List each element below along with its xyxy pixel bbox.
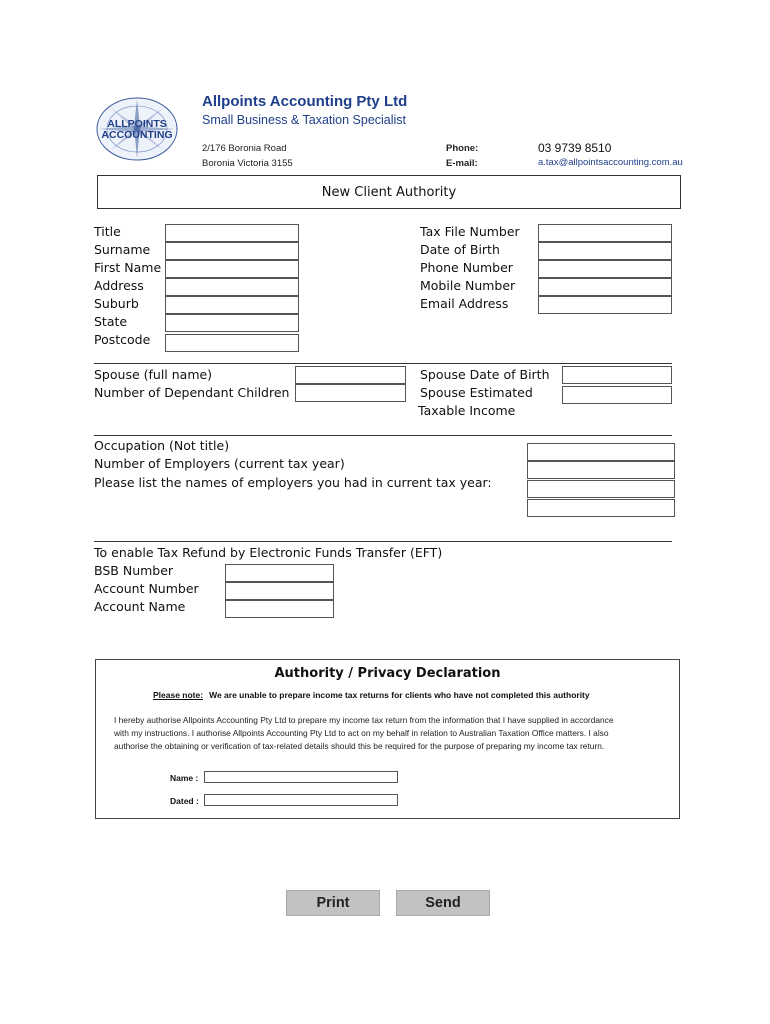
send-button[interactable]: Send	[396, 890, 490, 916]
dependant-children-field[interactable]	[295, 384, 406, 402]
mobile-number-field[interactable]	[538, 278, 672, 296]
company-name: Allpoints Accounting Pty Ltd	[202, 93, 408, 110]
section-divider	[94, 435, 672, 436]
print-button[interactable]: Print	[286, 890, 380, 916]
label-postcode: Postcode	[94, 332, 151, 347]
declaration-note-label: Please note:	[153, 690, 204, 700]
bsb-number-field[interactable]	[225, 564, 334, 582]
declaration-body: I hereby authorise Allpoints Accounting Pty Ltd to prepare my income tax return from the information that I have supplied in accordance with my instructions. I authorise Allpoints Accounting Pty Ltd to act on my behalf in relation to Australian Taxation Office matters. I also authorise the obtaining or verification of tax-related details should this be required for the purpose of preparing my income tax return.	[114, 715, 614, 751]
label-bsb-number: BSB Number	[94, 563, 174, 578]
address-line2: Boronia Victoria 3155	[202, 158, 293, 169]
declaration-dated-label: Dated :	[170, 796, 199, 806]
label-account-number: Account Number	[94, 581, 199, 596]
phone-value: 03 9739 8510	[538, 141, 612, 155]
number-of-employers-field[interactable]	[527, 461, 675, 479]
eft-heading: To enable Tax Refund by Electronic Funds Transfer (EFT)	[94, 545, 443, 560]
tax-file-number-field[interactable]	[538, 224, 672, 242]
surname-field[interactable]	[165, 242, 299, 260]
suburb-field[interactable]	[165, 296, 299, 314]
label-phone-number: Phone Number	[420, 260, 513, 275]
address-line1: 2/176 Boronia Road	[202, 143, 287, 154]
postcode-field[interactable]	[165, 334, 299, 352]
declaration-dated-field[interactable]	[204, 794, 398, 806]
section-divider	[94, 363, 672, 364]
label-employer-names: Please list the names of employers you had in current tax year:	[94, 475, 492, 490]
email-address-field[interactable]	[538, 296, 672, 314]
declaration-box	[95, 659, 680, 819]
phone-number-field[interactable]	[538, 260, 672, 278]
date-of-birth-field[interactable]	[538, 242, 672, 260]
spouse-dob-field[interactable]	[562, 366, 672, 384]
label-spouse-income-2: Taxable Income	[418, 403, 516, 418]
label-dependant-children: Number of Dependant Children	[94, 385, 290, 400]
employer-name-field-2[interactable]	[527, 499, 675, 517]
label-account-name: Account Name	[94, 599, 186, 614]
first-name-field[interactable]	[165, 260, 299, 278]
logo-text-line1: ALLPOINTS	[107, 118, 167, 130]
label-state: State	[94, 314, 128, 329]
phone-label: Phone:	[446, 143, 479, 154]
company-logo	[93, 96, 181, 162]
email-value: a.tax@allpointsaccounting.com.au	[538, 157, 683, 168]
company-tagline: Small Business & Taxation Specialist	[202, 113, 407, 127]
address-field[interactable]	[165, 278, 299, 296]
logo-text-line2: ACCOUNTING	[101, 129, 173, 141]
label-email-address: Email Address	[420, 296, 509, 311]
occupation-field[interactable]	[527, 443, 675, 461]
label-spouse-dob: Spouse Date of Birth	[420, 367, 550, 382]
label-tax-file-number: Tax File Number	[420, 224, 520, 239]
label-date-of-birth: Date of Birth	[420, 242, 500, 257]
account-number-field[interactable]	[225, 582, 334, 600]
declaration-name-field[interactable]	[204, 771, 398, 783]
section-divider	[94, 541, 672, 542]
title-field[interactable]	[165, 224, 299, 242]
declaration-title: Authority / Privacy Declaration	[274, 666, 501, 681]
label-suburb: Suburb	[94, 296, 139, 311]
label-surname: Surname	[94, 242, 151, 257]
label-mobile-number: Mobile Number	[420, 278, 516, 293]
label-number-of-employers: Number of Employers (current tax year)	[94, 456, 345, 471]
declaration-note	[153, 690, 590, 700]
label-first-name: First Name	[94, 260, 162, 275]
label-title: Title	[94, 224, 121, 239]
spouse-name-field[interactable]	[295, 366, 406, 384]
state-field[interactable]	[165, 314, 299, 332]
spouse-income-field[interactable]	[562, 386, 672, 404]
label-address: Address	[94, 278, 144, 293]
form-title: New Client Authority	[321, 184, 457, 200]
email-label: E-mail:	[446, 158, 478, 169]
employer-name-field-1[interactable]	[527, 480, 675, 498]
declaration-name-label: Name :	[170, 773, 199, 783]
label-occupation: Occupation (Not title)	[94, 438, 230, 453]
label-spouse-name: Spouse (full name)	[94, 367, 213, 382]
form-title-box	[97, 175, 681, 209]
account-name-field[interactable]	[225, 600, 334, 618]
label-spouse-income-1: Spouse Estimated	[420, 385, 533, 400]
declaration-note-text: We are unable to prepare income tax returns for clients who have not completed this authority	[209, 690, 590, 700]
